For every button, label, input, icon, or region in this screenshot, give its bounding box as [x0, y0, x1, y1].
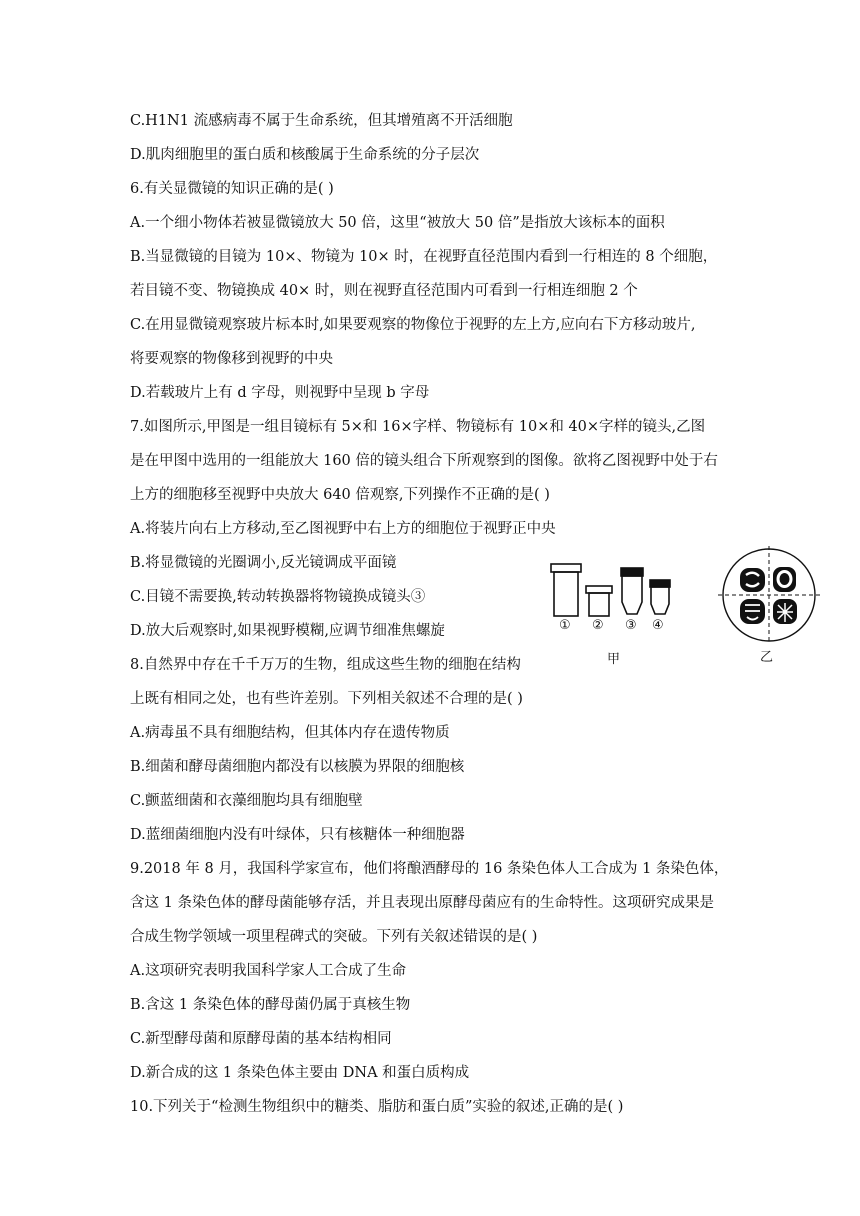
- text-line: 上既有相同之处，也有些许差别。下列相关叙述不合理的是( ): [130, 691, 523, 707]
- text-line: B.将显微镜的光圈调小,反光镜调成平面镜: [130, 555, 397, 571]
- lens-4-cap: [650, 580, 670, 587]
- text-line: 合成生物学领域一项里程碑式的突破。下列有关叙述错误的是( ): [130, 929, 538, 945]
- text-line: 上方的细胞移至视野中央放大 640 倍观察,下列操作不正确的是( ): [130, 487, 550, 503]
- text-line: B.细菌和酵母菌细胞内都没有以核膜为界限的细胞核: [130, 759, 465, 775]
- question-6: 6.有关显微镜的知识正确的是( ): [130, 181, 334, 197]
- figure-jia-lenses: [545, 560, 685, 670]
- lens-1-body: [554, 572, 578, 616]
- lens-4-body: [651, 587, 669, 614]
- text-line: 若目镜不变、物镜换成 40× 时，则在视野直径范围内可看到一行相连细胞 2 个: [130, 283, 638, 299]
- figure-yi-field-of-view: [716, 546, 826, 670]
- question-8: 8.自然界中存在千千万万的生物，组成这些生物的细胞在结构: [130, 657, 521, 673]
- figure-jia-label: 甲: [607, 652, 621, 667]
- cell-top-right: [773, 567, 796, 592]
- cell-bottom-left: [740, 599, 765, 624]
- lens-3-label: ③: [625, 618, 637, 633]
- text-line: C.H1N1 流感病毒不属于生命系统，但其增殖离不开活细胞: [130, 113, 513, 129]
- text-line: D.放大后观察时,如果视野模糊,应调节细准焦螺旋: [130, 623, 445, 639]
- question-7: 7.如图所示,甲图是一组目镜标有 5×和 16×字样、物镜标有 10×和 40×字样的镜头,乙图: [130, 419, 706, 435]
- text-line: 将要观察的物像移到视野的中央: [130, 351, 333, 367]
- text-line: D.肌肉细胞里的蛋白质和核酸属于生命系统的分子层次: [130, 147, 480, 163]
- text-line: D.新合成的这 1 条染色体主要由 DNA 和蛋白质构成: [130, 1065, 470, 1081]
- text-line: B.当显微镜的目镜为 10×、物镜为 10× 时，在视野直径范围内看到一行相连的 8 个细胞，: [130, 249, 718, 265]
- figure-yi-label: 乙: [760, 650, 774, 665]
- lens-2-label: ②: [592, 618, 604, 633]
- text-line: C.新型酵母菌和原酵母菌的基本结构相同: [130, 1031, 392, 1047]
- text-line: C.目镜不需要换,转动转换器将物镜换成镜头③: [130, 589, 426, 605]
- lens-3-cap: [621, 568, 643, 576]
- lens-1-rim: [551, 564, 581, 572]
- lens-4-label: ④: [652, 618, 664, 633]
- text-line: A.将装片向右上方移动,至乙图视野中右上方的细胞位于视野正中央: [130, 521, 556, 537]
- text-line: A.这项研究表明我国科学家人工合成了生命: [130, 963, 407, 979]
- text-line: A.病毒虽不具有细胞结构，但其体内存在遗传物质: [130, 725, 450, 741]
- lens-2-rim: [586, 586, 612, 593]
- question-9: 9.2018 年 8 月，我国科学家宣布，他们将酿酒酵母的 16 条染色体人工合成为 1 条染色体，: [130, 861, 729, 877]
- lens-3-body: [622, 576, 642, 614]
- field-drawing: [716, 546, 826, 646]
- text-line: B.含这 1 条染色体的酵母菌仍属于真核生物: [130, 997, 411, 1013]
- lens-1-label: ①: [559, 618, 571, 633]
- text-line: D.若载玻片上有 d 字母，则视野中呈现 b 字母: [130, 385, 430, 401]
- text-line: 含这 1 条染色体的酵母菌能够存活，并且表现出原酵母菌应有的生命特性。这项研究成果是: [130, 895, 714, 911]
- text-line: D.蓝细菌细胞内没有叶绿体，只有核糖体一种细胞器: [130, 827, 465, 843]
- question-10: 10.下列关于“检测生物组织中的糖类、脂肪和蛋白质”实验的叙述,正确的是( ): [130, 1099, 624, 1115]
- lens-2-body: [589, 593, 609, 616]
- cell-top-left: [740, 568, 765, 592]
- text-line: A.一个细小物体若被显微镜放大 50 倍，这里“被放大 50 倍”是指放大该标本的面积: [130, 215, 665, 231]
- text-line: C.在用显微镜观察玻片标本时,如果要观察的物像位于视野的左上方,应向右下方移动玻片,: [130, 317, 696, 333]
- text-line: 是在甲图中选用的一组能放大 160 倍的镜头组合下所观察到的图像。欲将乙图视野中处于右: [130, 453, 718, 469]
- cell-bottom-right: [773, 599, 797, 624]
- text-line: C.颤蓝细菌和衣藻细胞均具有细胞壁: [130, 793, 363, 809]
